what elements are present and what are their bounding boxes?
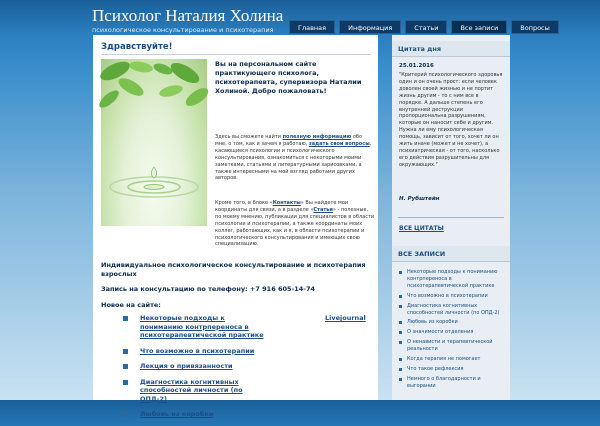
site-title[interactable]: Психолог Наталия Холина [92,6,284,25]
news-list [123,314,303,426]
list-item [123,347,303,356]
useful-info-link[interactable]: полезную информацию [282,134,352,140]
bullet-icon [399,305,402,308]
list-item[interactable] [398,269,506,290]
livejournal-link[interactable]: Livejournal [325,314,366,322]
nav-item-all-posts[interactable]: Все записи [451,20,507,34]
leaves-top-left [97,58,154,111]
main-content [93,35,378,418]
intro-heading: Вы на персональном сайте практикующего психолога, психотерапевта, супервизора Наталии Холиной. Добро пожаловать! [215,60,362,95]
list-item[interactable] [398,319,506,326]
water-drop [151,167,156,178]
sidebar-divider [398,217,504,218]
contacts-text-2: » Вы найдете мои координаты для связи, а в разделе « [215,200,349,213]
news-link[interactable]: Любовь из коробки [140,410,214,418]
news-link[interactable]: Диагностика когнитивных способностей личности (по ОПД-2) [140,377,243,403]
bullet-icon [123,412,128,417]
news-link[interactable]: Лекция о привязанности [140,362,233,370]
recent-post-link[interactable]: О значимости отделения [407,329,474,336]
leaves-and-water-illustration [101,59,207,226]
news-link[interactable]: Некоторые подходы к пониманию контрпереноса в психотерапевтической практике [140,314,264,339]
list-item [123,362,303,371]
individual-heading: Индивидуальное психологическое консультирование и психотерапия взрослых [101,261,366,278]
recent-post-link[interactable]: Когда терапия не помогает [407,356,481,363]
quote-author: Н. Рубштейн [399,196,440,202]
bullet-icon [123,364,128,369]
contacts-text-1: Кроме того, в блоке « [215,200,273,206]
site-header [0,0,600,36]
news-link[interactable]: Что возможно в психотерапии [140,346,255,355]
list-item [123,378,303,404]
bullet-icon [399,341,402,344]
intro-text-1: Здесь вы сможете найти [215,134,283,140]
title-divider [101,54,371,55]
list-item[interactable] [398,303,506,317]
ask-questions-link[interactable]: задать свои вопросы [308,140,370,147]
nav-item-articles[interactable]: Статьи [405,20,447,34]
nav-item-questions[interactable]: Вопросы [511,20,559,34]
bullet-icon [399,271,402,274]
post-title: Здравствуйте! [101,42,173,52]
bullet-icon [123,316,128,321]
nav-item-home[interactable]: Главная [289,20,335,34]
bullet-icon [399,368,402,371]
quote-text: "Критерий психологического здоровья один и он очень прост: если человек доволен своей жизнью и не портит жизнь другим - то с ним все в порядке. А дальше степень его внутренней деструкции пропорциональна разрушениям, которые он наносит себе и другим. Нужна ли ему психологическая помощь, зависит от того, хочет ли он жить иначе (может и не хочет), а психиатрическая - от того, насколько его действия разрушительны для окружающих." [399,72,503,168]
list-item[interactable] [398,293,506,300]
recent-posts-list [398,269,506,393]
list-item [123,314,303,340]
bullet-icon [123,349,128,354]
bullet-icon [123,380,128,385]
recent-post-link[interactable]: О ненависти и терапевтической реальности [407,339,493,353]
bullet-icon [399,295,402,298]
all-quotes-link[interactable]: ВСЕ ЦИТАТЫ [399,225,444,232]
bullet-icon [399,321,402,324]
list-item[interactable] [398,376,506,390]
leaves-top-right [152,59,211,109]
quote-date: 25.01.2016 [399,63,434,69]
recent-post-link[interactable]: Любовь из коробки [407,319,458,326]
main-nav [289,20,559,34]
intro-paragraph [215,134,375,182]
recent-post-link[interactable]: Что возможно в психотерапии [407,292,488,299]
contacts-link[interactable]: Контакты [272,200,301,206]
contacts-text-3: » - полезные, по моему мнению, публикации для специалистов в области психологии и психотерапии, а также координаты моих коллег, работающих, как и я, в области психотерапии и психологического консультирования и имеющих свою специализацию. [215,206,375,248]
list-item[interactable] [398,339,506,353]
recent-post-link[interactable]: Немного о благодарности и выгорании [407,375,481,389]
quote-of-day-heading: Цитата дня [392,41,510,57]
list-item[interactable] [398,366,506,373]
intro-text-3: , касающиеся психологии и психологического консультирования, ознакомиться с некоторыми моими заметками, статьями и литературными зарисовками, а также интересными на мой взгляд работами других авторов. [215,140,372,182]
sidebar [392,35,510,400]
all-posts-heading[interactable]: ВСЕ ЗАПИСИ [392,246,510,262]
bullet-icon [399,358,402,361]
recent-post-link[interactable]: Что такое рефлексия [407,365,464,372]
ripple-inner [144,185,164,190]
nav-item-info[interactable]: Информация [339,20,401,34]
list-item[interactable] [398,329,506,336]
recent-post-link[interactable]: Диагностика когнитивных способностей личности (по ОПД-2) [407,302,500,316]
intro-text-2: обо мне, о том, как и зачем я работаю, [215,134,363,147]
articles-link[interactable]: Статьи [313,206,333,213]
water-drop-photo [101,59,207,226]
news-heading: Новое на сайте: [101,301,161,309]
list-item [123,410,303,419]
bullet-icon [399,378,402,381]
contacts-paragraph [215,200,375,248]
site-subtitle: психологическое консультирование и психотерапия [92,26,274,34]
bullet-icon [399,331,402,334]
phone-line: Запись на консультацию по телефону: +7 916 605-14-74 [101,285,316,293]
recent-post-link[interactable]: Некоторые подходы к пониманию контрпереноса в психотерапевтической практике [407,269,498,289]
list-item[interactable] [398,356,506,363]
